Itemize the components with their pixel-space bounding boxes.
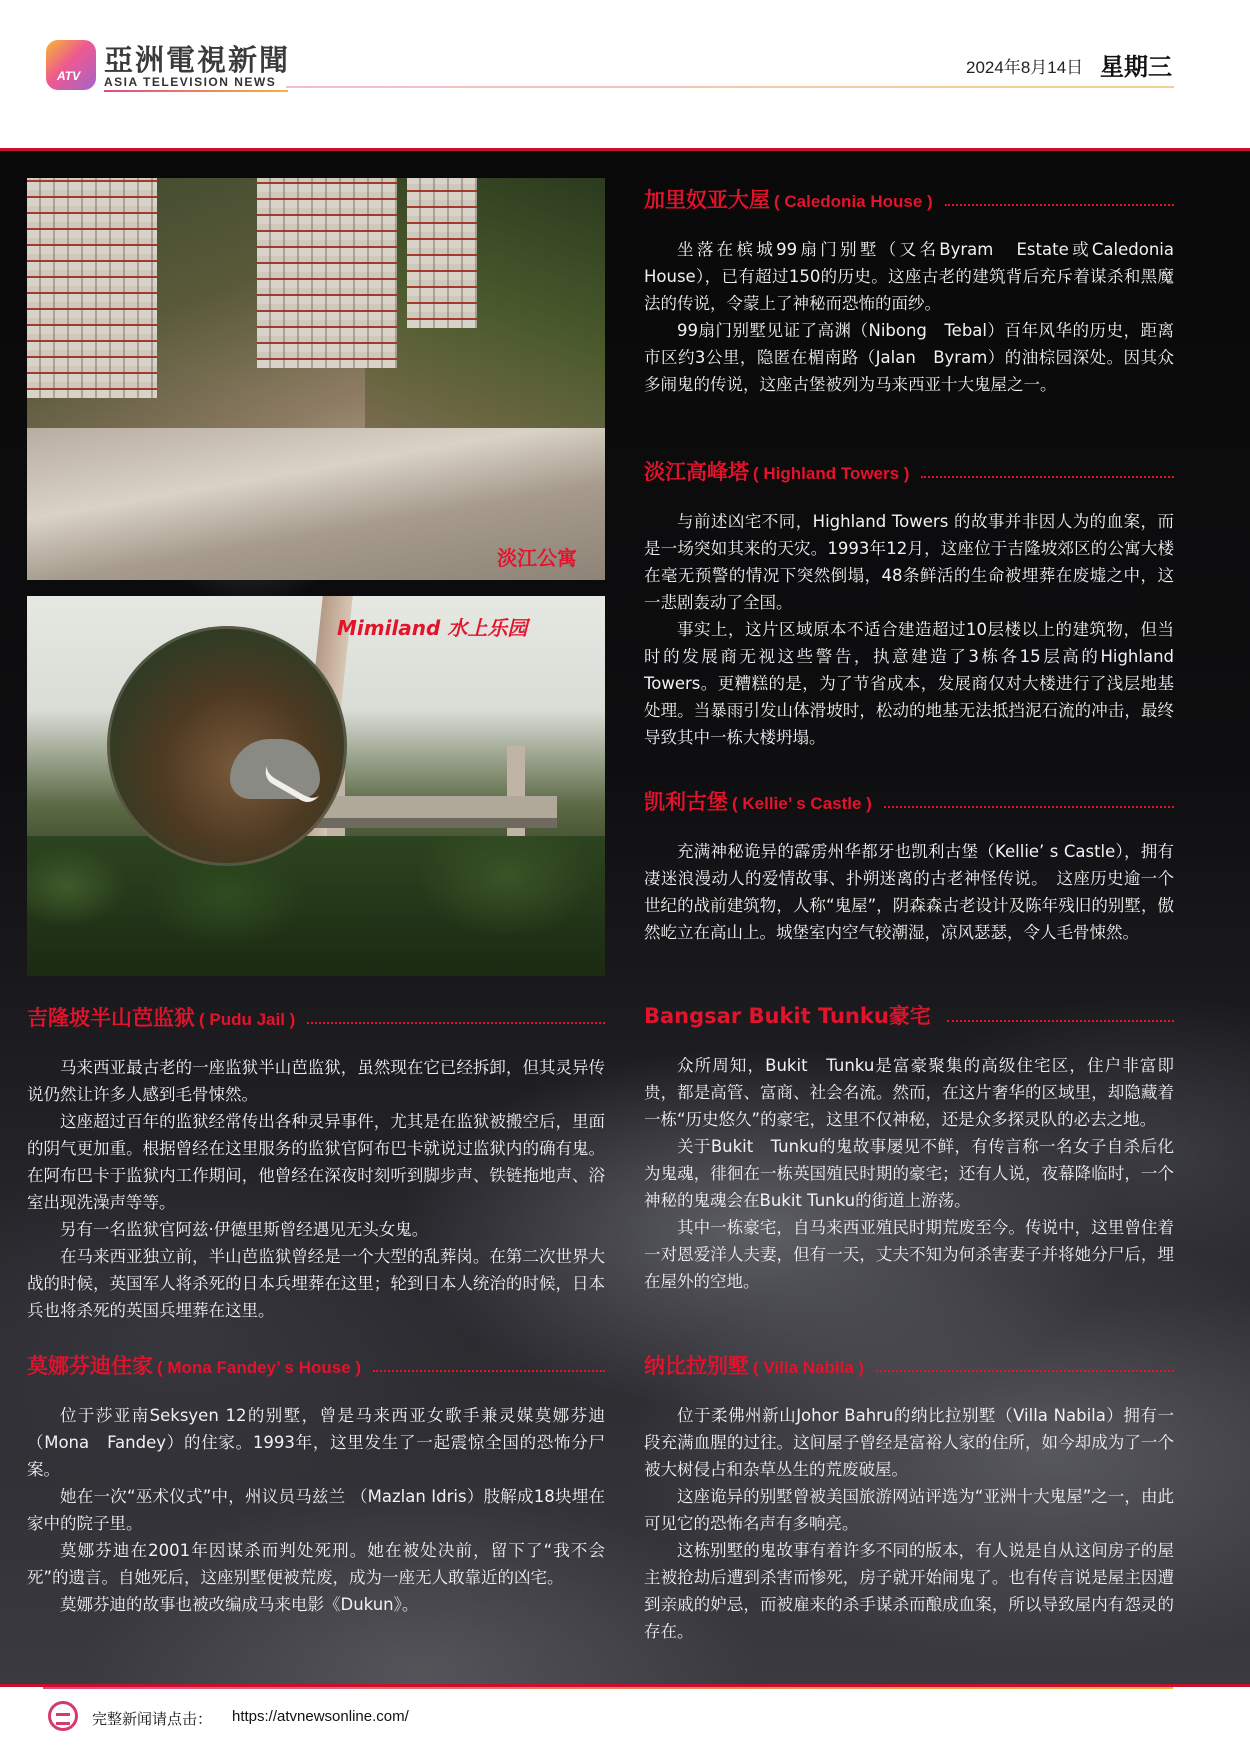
article-kellies-castle [644,786,1174,946]
paragraph: 另有一名监狱官阿兹·伊德里斯曾经遇见无头女鬼。 [60,1220,429,1239]
title-en: ( Mona Fandey’ s House ) [157,1358,362,1377]
title-cn: Bangsar Bukit Tunku豪宅 [644,1004,931,1028]
article-body [644,508,1174,751]
title-dotted-rule [307,1022,605,1024]
paragraph: 充满神秘诡异的霹雳州华都牙也凯利古堡（Kellie’ s Castle），拥有凄迷浪漫动人的爱情故事、扑朔迷离的古老神怪传说。 这座历史逾一个世纪的战前建筑物，人称“鬼屋”，阴森森古老设计及陈年残旧的别墅，傲然屹立在高山上。城堡室内空气较潮湿，凉风瑟瑟，令人毛骨悚然。 [644,842,1174,942]
footer-link[interactable]: https://atvnewsonline.com/ [232,1708,409,1725]
jungle-trees [27,836,605,976]
paragraph: 莫娜芬迪在2001年因谋杀而判处死刑。她在被处决前，留下了“我不会死”的遗言。自她死后，这座别墅便被荒废，成为一座无人敢靠近的凶宅。 [27,1541,605,1587]
article-body [27,1054,605,1324]
apartment-block [257,178,397,368]
paragraph: 坐落在槟城99扇门别墅（又名Byram Estate或Caledonia House），已有超过150的历史。这座古老的建筑背后充斥着谋杀和黑魔法的传说，令蒙上了神秘而恐怖的面纱。 [644,240,1174,313]
issue-date: 2024年8月14日 [966,58,1084,77]
article-body [27,1402,605,1618]
article-villa-nabila [644,1350,1174,1645]
paragraph: 马来西亚最古老的一座监狱半山芭监狱，虽然现在它已经拆卸，但其灵异传说仍然让许多人感到毛骨悚然。 [27,1058,605,1104]
photo-caption-mimiland: Mimiland 水上乐园 [337,616,528,640]
paragraph: 这座诡异的别墅曾被美国旅游网站评选为“亚洲十大鬼屋”之一，由此可见它的恐怖名声有多响亮。 [644,1487,1174,1533]
title-cn: 淡江高峰塔 [644,460,749,484]
title-dotted-rule [373,1370,605,1372]
title-dotted-rule [921,476,1174,478]
paragraph: 位于莎亚南Seksyen 12的别墅，曾是马来西亚女歌手兼灵媒莫娜芬迪（Mona Fandey）的住家。1993年，这里发生了一起震惊全国的恐怖分尸案。 [27,1406,605,1479]
article-body [644,1402,1174,1645]
page-header [0,0,1250,150]
elephant-statue-inset [107,626,347,866]
article-title [644,456,1174,486]
paragraph: 关于Bukit Tunku的鬼故事屡见不鲜，有传言称一名女子自杀后化为鬼魂，徘徊在一栋英国殖民时期的豪宅；还有人说，夜幕降临时，一个神秘的鬼魂会在Bukit Tunku的街道上游荡。 [644,1137,1174,1210]
title-cn: 莫娜芬迪住家 [27,1354,153,1378]
paragraph: 众所周知，Bukit Tunku是富豪聚集的高级住宅区，住户非富即贵，都是高管、富商、社会名流。然而，在这片奢华的区域里，却隐藏着一栋“历史悠久”的豪宅，这里不仅神秘，还是众多探灵队的必去之地。 [644,1056,1174,1129]
paragraph: 在马来西亚独立前，半山芭监狱曾经是一个大型的乱葬岗。在第二次世界大战的时候，英国军人将杀死的日本兵埋葬在这里；轮到日本人统治的时候，日本兵也将杀死的英国兵埋葬在这里。 [27,1247,605,1320]
article-bukit-tunku [644,1000,1174,1295]
article-title [27,1350,605,1380]
footer-rule [43,1687,1173,1689]
deck-shadow [297,818,557,828]
highland-towers-photo [27,178,605,580]
article-body [644,236,1174,398]
logo-underline [104,90,288,92]
title-cn: 加里奴亚大屋 [644,188,770,212]
title-cn: 凯利古堡 [644,790,728,814]
paragraph: 莫娜芬迪的故事也被改编成马来电影《Dukun》。 [60,1595,419,1614]
article-highland-towers [644,456,1174,751]
paragraph: 这座超过百年的监狱经常传出各种灵异事件，尤其是在监狱被搬空后，里面的阴气更加重。根据曾经在这里服务的监狱官阿布巴卡就说过监狱内的确有鬼。在阿布巴卡于监狱内工作期间，他曾经在深夜时刻听到脚步声、铁链拖地声、浴室出现洗澡声等等。 [27,1112,605,1212]
title-en: ( Caledonia House ) [774,192,933,211]
article-body [644,838,1174,946]
paragraph: 位于柔佛州新山Johor Bahru的纳比拉别墅（Villa Nabila）拥有一段充满血腥的过往。这间屋子曾经是富裕人家的住所，如今却成为了一个被大树侵占和杂草丛生的荒废破屋。 [644,1406,1174,1479]
article-caledonia-house [644,184,1174,398]
paragraph: 这栋别墅的鬼故事有着许多不同的版本，有人说是自从这间房子的屋主被抢劫后遭到杀害而惨死，房子就开始闹鬼了。也有传言说是屋主因遭到亲戚的妒忌，而被雇来的杀手谋杀而酿成血案，所以导致屋内有怨灵的存在。 [644,1541,1174,1641]
paragraph: 99扇门别墅见证了高渊（Nibong Tebal）百年风华的历史，距离市区约3公里，隐匿在楣南路（Jalan Byram）的油棕园深处。因其众多闹鬼的传说，这座古堡被列为马来西亚十大鬼屋之一。 [644,321,1174,394]
title-dotted-rule [876,1370,1174,1372]
title-en: ( Highland Towers ) [753,464,910,483]
logo-english: ASIA TELEVISION NEWS [104,75,277,89]
article-body [644,1052,1174,1295]
article-title [644,1350,1174,1380]
atv-logo-icon [46,40,96,90]
article-title [27,1002,605,1032]
mimiland-photo [27,596,605,976]
title-dotted-rule [947,1020,1174,1022]
title-en: ( Kellie’ s Castle ) [732,794,872,813]
title-cn: 吉隆坡半山芭监狱 [27,1006,195,1030]
paragraph: 事实上，这片区域原本不适合建造超过10层楼以上的建筑物，但当时的发展商无视这些警告，执意建造了3栋各15层高的Highland Towers。更糟糕的是，为了节省成本，发展商仅对大楼进行了浅层地基处理。当暴雨引发山体滑坡时，松动的地基无法抵挡泥石流的冲击，最终导致其中一栋大楼坍塌。 [644,620,1174,747]
page-footer [0,1687,1250,1760]
globe-icon [48,1701,78,1731]
paragraph: 她在一次“巫术仪式”中，州议员马兹兰 （Mazlan Idris）肢解成18块埋在家中的院子里。 [27,1487,605,1533]
paragraph: 与前述凶宅不同，Highland Towers 的故事并非因人为的血案，而是一场突如其来的天灾。1993年12月，这座位于吉隆坡郊区的公寓大楼在毫无预警的情况下突然倒塌，48条鲜活的生命被埋葬在废墟之中，这一悲剧轰动了全国。 [644,512,1174,612]
article-title [644,1000,1174,1030]
header-rule [286,86,1174,88]
top-red-rule [0,148,1250,151]
paragraph: 其中一栋豪宅，自马来西亚殖民时期荒废至今。传说中，这里曾住着一对恩爱洋人夫妻，但有一天，丈夫不知为何杀害妻子并将她分尸后，埋在屋外的空地。 [644,1218,1174,1291]
concrete-deck [297,796,557,818]
issue-weekday: 星期三 [1100,53,1172,81]
article-title [644,184,1174,214]
main-content [0,150,1250,1685]
article-pudu-jail [27,1002,605,1324]
photo-caption-highland: 淡江公寓 [497,546,577,570]
apartment-block [27,178,157,398]
article-title [644,786,1174,816]
title-en: ( Villa Nabila ) [753,1358,865,1377]
footer-label: 完整新闻请点击： [92,1710,213,1728]
title-en: ( Pudu Jail ) [199,1010,296,1029]
hillside [365,178,605,438]
logo-badge-text: ATV [57,69,81,83]
apartment-block [407,178,477,328]
article-mona-fandey [27,1350,605,1618]
title-cn: 纳比拉别墅 [644,1354,749,1378]
title-dotted-rule [884,806,1174,808]
logo-chinese: 亞洲電視新聞 [104,43,291,77]
title-dotted-rule [945,204,1174,206]
